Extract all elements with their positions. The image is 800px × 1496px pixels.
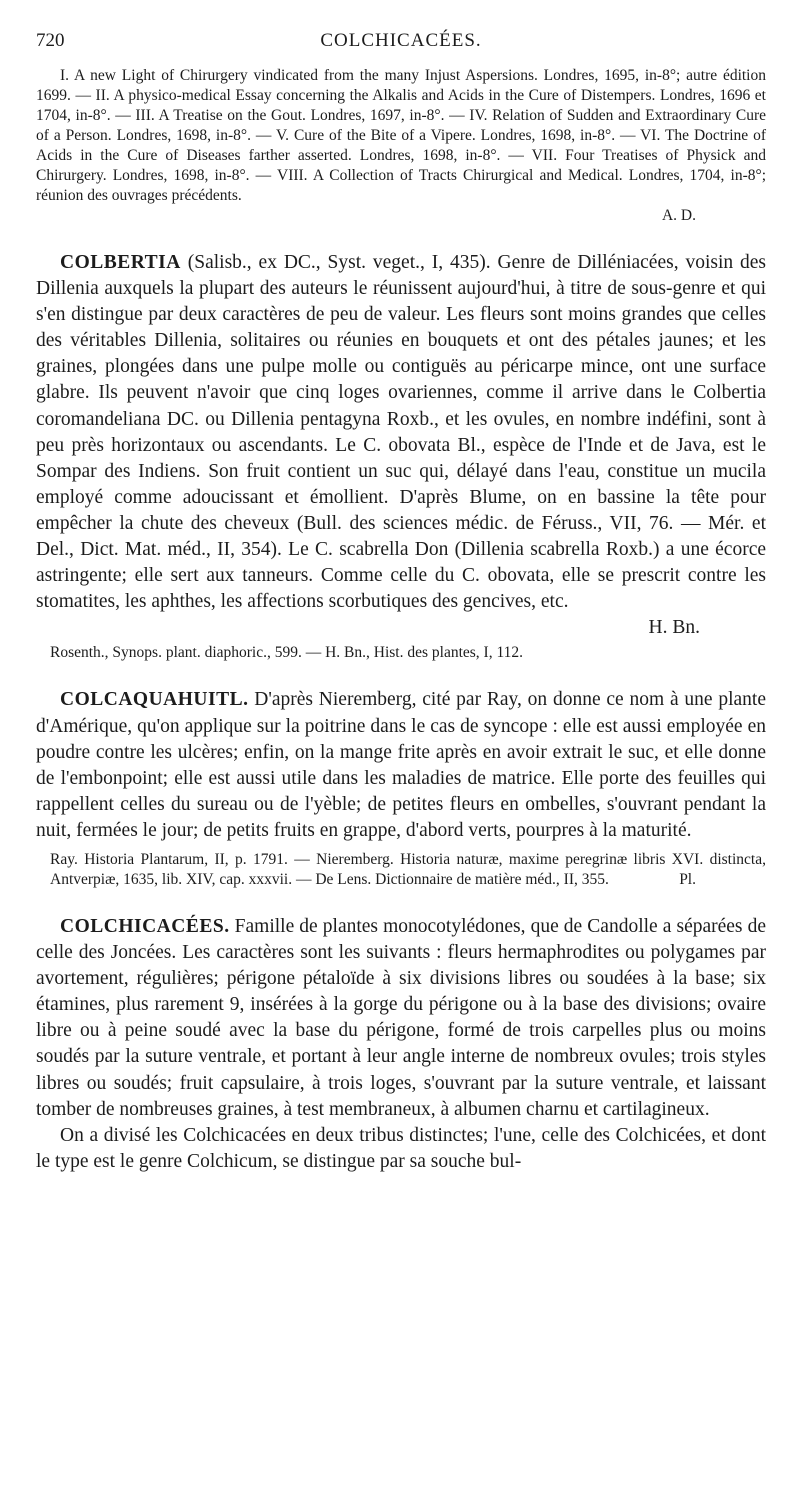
colcaquahuitl-text: D'après Nieremberg, cité par Ray, on donne ce nom à une plante d'Amérique, qu'on applique sur la poitrine dans le cas de syncope : elle est aussi employée en poudre contre les ulcères; enfin, on la mange frite après en avoir extrait le suc, et elle donne de l'embonpoint; elle est aussi utile dans les maladies de matrice. Elle porte des feuilles qui rappellent celles du sureau ou de l'yèble; de petites fleurs en ombelles, s'ouvrant pendant la nuit, fermées le jour; de petits fruits en grappe, d'abord verts, pourpres à la maturité. xyxy=(36,689,766,841)
colcaquahuitl-refs-text: Ray. Historia Plantarum, II, p. 1791. — Nieremberg. Historia naturæ, maxime peregrinæ libris XVI. distincta, Antverpiæ, 1635, lib. XIV, cap. xxxvii. — De Lens. Dictionnaire de matière méd., II, 355. xyxy=(50,850,766,888)
colcaquahuitl-signature: Pl. xyxy=(679,870,696,888)
entry-colbertia xyxy=(36,250,766,615)
headword-colchicacees: COLCHICACÉES. xyxy=(60,915,230,937)
colcaquahuitl-references xyxy=(36,850,766,890)
colchicacees-paragraph-2: On a divisé les Colchicacées en deux tribus distinctes; l'une, celle des Colchicées, et dont le type est le genre Colchicum, se distingue par sa souche bul- xyxy=(36,1124,766,1172)
colbertia-text: (Salisb., ex DC., Syst. veget., I, 435). Genre de Dilléniacées, voisin des Dillenia auxquels la plupart des auteurs le réunissent aujourd'hui, à titre de sous-genre et qui s'en distingue par deux caractères de peu de valeur. Les fleurs sont moins grandes que celles des véritables Dillenia, solitaires ou réunies en bouquets et ont des pétales jaunes; et les graines, plongées dans une pulpe molle ou contiguës au péricarpe mince, ont une surface glabre. Ils peuvent n'avoir que cinq loges ovariennes, comme il arrive dans le Colbertia coromandeliana DC. ou Dillenia pentagyna Roxb., et les ovules, en nombre indéfini, sont à peu près horizontaux ou ascendants. Le C. obovata Bl., espèce de l'Inde et de Java, est le Sompar des Indiens. Son fruit contient un suc qui, délayé dans l'eau, constitue un mucila employé comme adoucissant et émollient. D'après Blume, on en bassine la tête pour empêcher la chute des cheveux (Bull. des sciences médic. de Féruss., VII, 76. — Mér. et Del., Dict. Mat. méd., II, 354). Le C. scabrella Don (Dillenia scabrella Roxb.) a une écorce astringente; elle sert aux tanneurs. Comme celle du C. obovata, elle se prescrit contre les stomatites, les aphthes, les affections scorbutiques des gencives, etc. xyxy=(36,252,766,613)
entry-colchicacees xyxy=(36,914,766,1123)
bibliography-signature: A. D. xyxy=(661,207,696,224)
entry-colcaquahuitl xyxy=(36,687,766,844)
page xyxy=(36,0,766,1175)
page-header xyxy=(36,30,766,70)
running-title: COLCHICACÉES. xyxy=(320,30,482,51)
bibliography-list: I. A new Light of Chirurgery vindicated from the many Injust Aspersions. Londres, 1695, in-8°; autre édition 1699. — II. A physico-medical Essay concerning the Alkalis and Acids in the Cure of Distempers. Londres, 1696 et 1704, in-8°. — III. A Treatise on the Gout. Londres, 1697, in-8°. — IV. Relation of Sudden and Extraordinary Cure of a Person. Londres, 1698, in-8°. — V. Cure of the Bite of a Vipere. Londres, 1698, in-8°. — VI. The Doctrine of Acids in the Cure of Diseases farther asserted. Londres, 1698, in-8°. — VII. Four Treatises of Physick and Chirurgery. Londres, 1698, in-8°. — VIII. A Collection of Tracts Chirurgical and Medical. Londres, 1704, in-8°; réunion des ouvrages précédents. xyxy=(36,67,766,204)
headword-colbertia: COLBERTIA xyxy=(60,252,181,273)
page-number: 720 xyxy=(36,30,65,51)
headword-colcaquahuitl: COLCAQUAHUITL. xyxy=(60,689,249,711)
colbertia-references: Rosenth., Synops. plant. diaphoric., 599. — H. Bn., Hist. des plantes, I, 112. xyxy=(50,644,524,662)
colchicacees-text: Famille de plantes monocotylédones, que de Candolle a séparées de celle des Joncées. Les caractères sont les suivants : fleurs hermaphrodites ou polygames par avortement, régulières; périgone pétaloïde à six divisions libres ou soudées à la base; six étamines, plus rarement 9, insérées à la gorge du périgone ou à la base des divisions; ovaire libre ou à peine soudé avec la base du périgone, formé de trois carpelles plus ou moins soudés par la suture ventrale, et portant à leur angle interne de nombreux ovules; trois styles libres ou soudés; fruit capsulaire, à trois loges, s'ouvrant par la suture ventrale, et laissant tomber de nombreuses graines, à test membraneux, à albumen charnu et cartilagineux. xyxy=(36,915,766,1120)
colbertia-signature: H. Bn. xyxy=(648,617,700,639)
